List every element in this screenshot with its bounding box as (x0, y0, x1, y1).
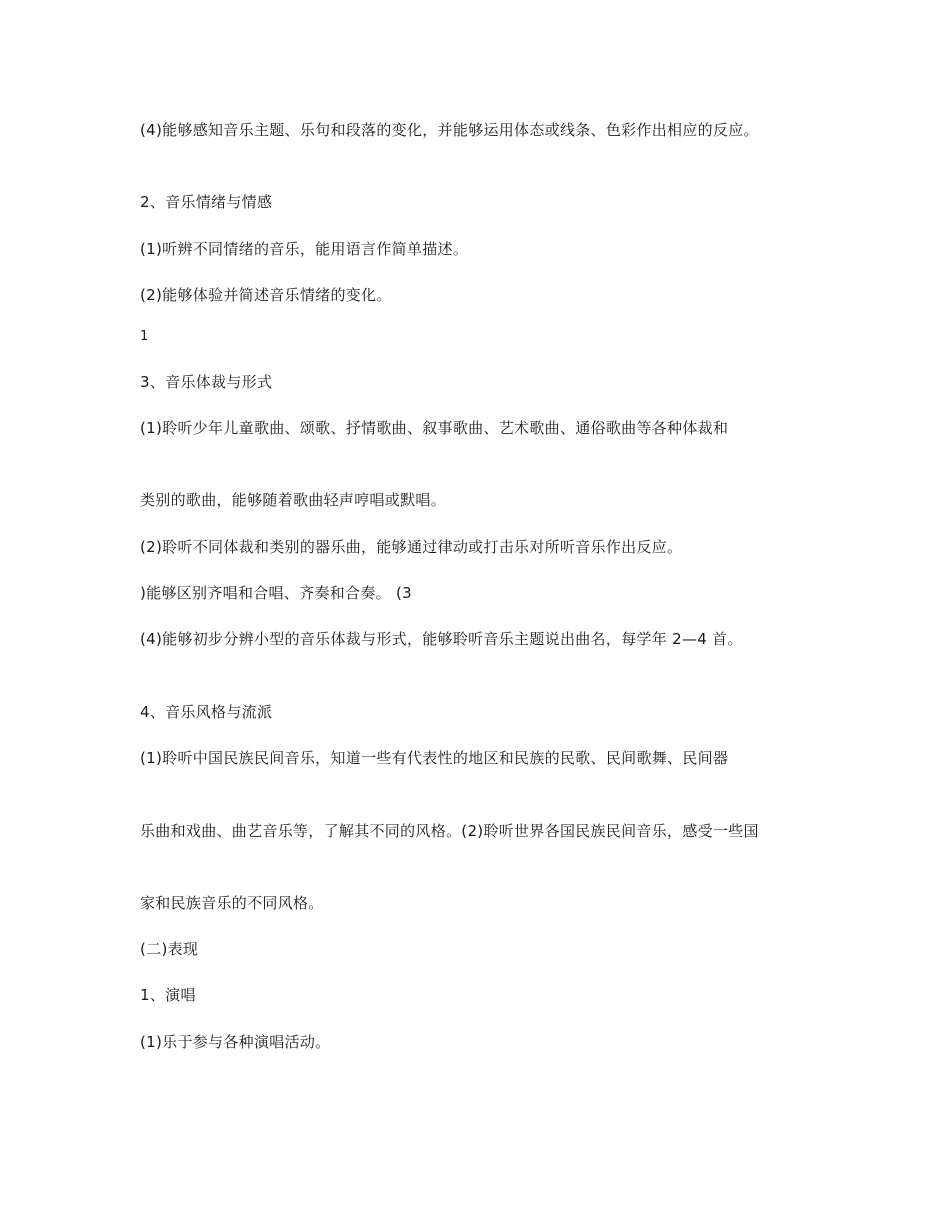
heading-performance: (二)表现 (140, 940, 199, 958)
paragraph-opera-world-music: 乐曲和戏曲、曲艺音乐等，了解其不同的风格。(2)聆听世界各国民族民间音乐，感受一些国 (140, 822, 759, 840)
paragraph-distinguish-emotion: (1)听辨不同情绪的音乐，能用语言作简单描述。 (140, 240, 469, 258)
page-number: 1 (140, 329, 149, 344)
paragraph-distinguish-chorus: )能够区别齐唱和合唱、齐奏和合奏。 (3 (140, 584, 413, 602)
paragraph-national-styles: 家和民族音乐的不同风格。 (140, 894, 324, 912)
paragraph-identify-forms: (4)能够初步分辨小型的音乐体裁与形式，能够聆听音乐主题说出曲名，每学年 2—4 首。 (140, 630, 743, 648)
heading-music-style: 4、音乐风格与流派 (140, 703, 273, 721)
paragraph-song-categories: 类别的歌曲，能够随着歌曲轻声哼唱或默唱。 (140, 491, 447, 509)
paragraph-singing-activities: (1)乐于参与各种演唱活动。 (140, 1033, 331, 1051)
heading-music-emotion: 2、音乐情绪与情感 (140, 193, 273, 211)
paragraph-instrumental: (2)聆听不同体裁和类别的器乐曲，能够通过律动或打击乐对所听音乐作出反应。 (140, 538, 683, 556)
paragraph-perceive-theme: (4)能够感知音乐主题、乐句和段落的变化，并能够运用体态或线条、色彩作出相应的反应。 (140, 121, 759, 139)
paragraph-chinese-folk-music: (1)聆听中国民族民间音乐，知道一些有代表性的地区和民族的民歌、民间歌舞、民间器 (140, 749, 729, 767)
paragraph-experience-emotion: (2)能够体验并简述音乐情绪的变化。 (140, 286, 392, 304)
paragraph-listen-songs: (1)聆听少年儿童歌曲、颂歌、抒情歌曲、叙事歌曲、艺术歌曲、通俗歌曲等各种体裁和 (140, 419, 729, 437)
heading-music-genre: 3、音乐体裁与形式 (140, 373, 273, 391)
heading-singing: 1、演唱 (140, 986, 196, 1004)
